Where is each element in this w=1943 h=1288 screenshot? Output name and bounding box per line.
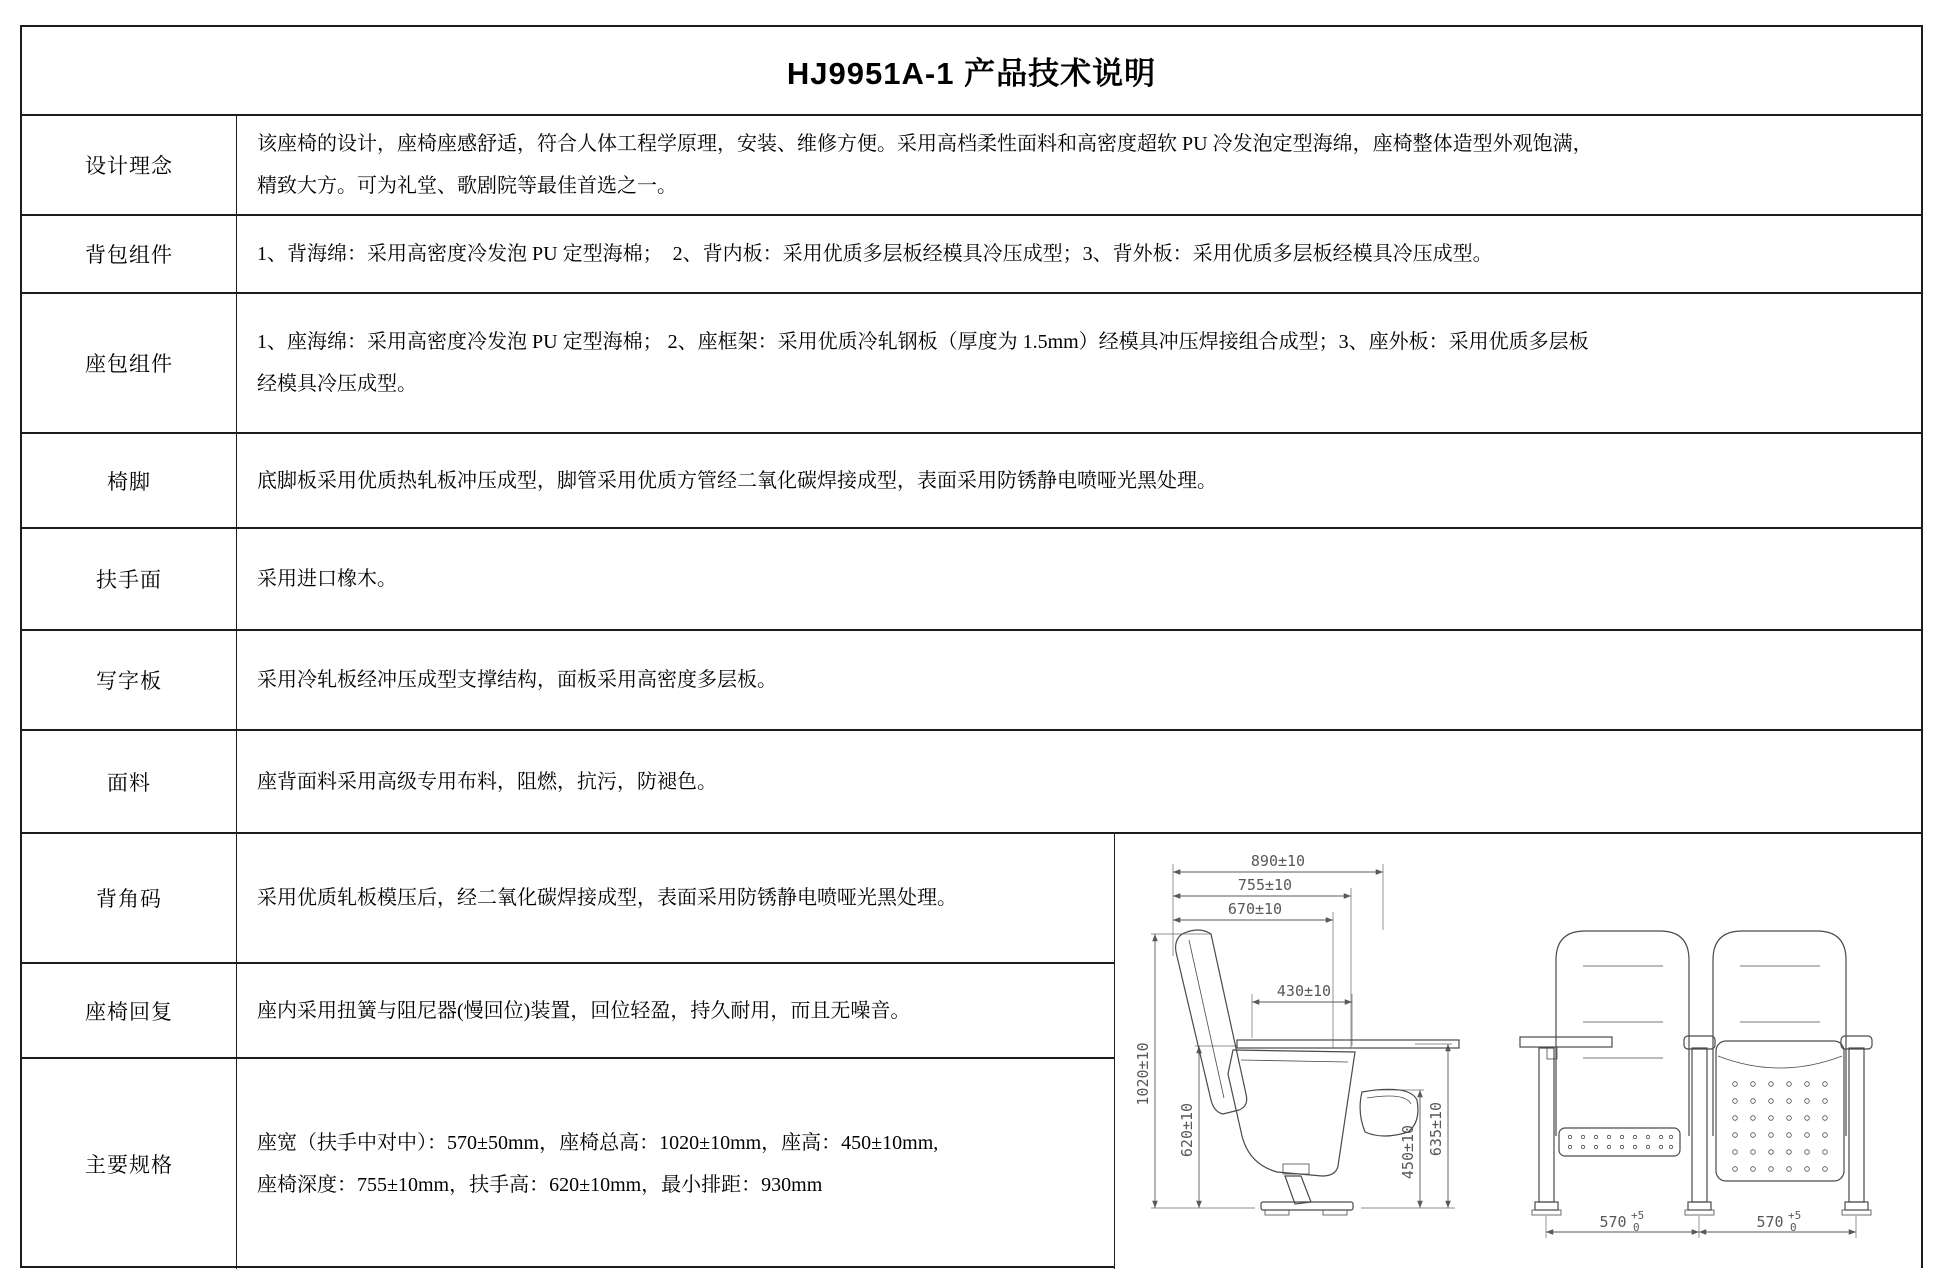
content-line: 座内采用扭簧与阻尼器(慢回位)装置，回位轻盈，持久耐用，而且无噪音。 <box>257 999 911 1022</box>
front-view-folded-seat <box>1716 1041 1844 1181</box>
row-content-chair-legs <box>236 432 1921 527</box>
content-line: 采用冷轧板经冲压成型支撑结构，面板采用高密度多层板。 <box>257 669 777 691</box>
dim-755-label: 755±10 <box>1237 876 1293 894</box>
row-label-fabric: 面料 <box>22 729 236 832</box>
row-label-back-bracket: 背角码 <box>22 832 236 962</box>
content-line: 采用优质轧板模压后，经二氧化碳焊接成型，表面采用防锈静电喷哑光黑处理。 <box>257 887 957 909</box>
dim-620-label: 620±10 <box>1178 1102 1196 1158</box>
content-line: 经模具冷压成型。 <box>257 373 417 395</box>
dim-570-right-tol-minus: 0 <box>1790 1221 1797 1234</box>
dim-890-label: 890±10 <box>1250 852 1306 870</box>
dim-450-label: 450±10 <box>1399 1124 1417 1180</box>
row-label-chair-legs: 椅脚 <box>22 432 236 527</box>
dim-570-left-label: 570 <box>1599 1213 1627 1231</box>
row-label-writing-tablet: 写字板 <box>22 629 236 729</box>
row-label-armrest-surface: 扶手面 <box>22 527 236 629</box>
dim-635-label: 635±10 <box>1427 1101 1445 1157</box>
dim-570-left-tol-minus: 0 <box>1633 1221 1640 1234</box>
row-content-seat-assembly <box>236 292 1921 432</box>
dim-570-right-tol-plus: +5 <box>1788 1209 1802 1222</box>
content-line: 座宽（扶手中对中）：570±50mm，座椅总高：1020±10mm，座高：450±10mm, <box>257 1132 939 1154</box>
row-content-seat-return <box>236 962 1114 1057</box>
technical-drawing-panel <box>1114 832 1921 1269</box>
content-line: 座椅深度：755±10mm，扶手高：620±10mm，最小排距：930mm <box>257 1174 823 1196</box>
dim-670-label: 670±10 <box>1227 900 1283 918</box>
dim-570-right-label: 570 <box>1756 1213 1784 1231</box>
content-line: 精致大方。可为礼堂、歌剧院等最佳首选之一。 <box>257 175 677 197</box>
side-view-drawing <box>1134 852 1459 1215</box>
content-line: 该座椅的设计，座椅座感舒适，符合人体工程学原理，安装、维修方便。采用高档柔性面料和高密度超软 PU 冷发泡定型海绵，座椅整体造型外观饱满， <box>257 133 1593 155</box>
row-content-design-concept <box>236 114 1921 214</box>
row-label-main-specs: 主要规格 <box>22 1057 236 1269</box>
row-label-seat-assembly: 座包组件 <box>22 292 236 432</box>
content-line: 底脚板采用优质热轧板冲压成型，脚管采用优质方管经二氧化碳焊接成型，表面采用防锈静电喷哑光黑处理。 <box>257 469 1217 492</box>
content-line: 1、背海绵：采用高密度冷发泡 PU 定型海棉； 2、背内板：采用优质多层板经模具冷压成型；3、背外板：采用优质多层板经模具冷压成型。 <box>257 243 1493 265</box>
page-title: HJ9951A-1 产品技术说明 <box>786 56 1157 91</box>
content-line: 采用进口橡木。 <box>257 568 397 590</box>
content-line: 1、座海绵：采用高密度冷发泡 PU 定型海棉； 2、座框架：采用优质冷轧钢板（厚度为 1.5mm）经模具冲压焊接组合成型；3、座外板：采用优质多层板 <box>257 331 1589 353</box>
row-content-fabric <box>236 729 1921 832</box>
front-view-drawing <box>1520 931 1872 1238</box>
row-label-design-concept: 设计理念 <box>22 114 236 214</box>
dim-570-left-tol-plus: +5 <box>1631 1209 1645 1222</box>
row-label-back-assembly: 背包组件 <box>22 214 236 292</box>
dim-1020-label: 1020±10 <box>1134 1042 1152 1106</box>
row-content-back-assembly <box>236 214 1921 292</box>
row-content-armrest-surface <box>236 527 1921 629</box>
row-content-writing-tablet <box>236 629 1921 729</box>
front-view-dimensions <box>1546 1209 1856 1238</box>
dim-430-label: 430±10 <box>1276 982 1332 1000</box>
content-line: 座背面料采用高级专用布料，阻燃，抗污，防褪色。 <box>257 770 717 793</box>
spec-table <box>20 25 1923 1268</box>
chair-technical-drawing <box>1115 834 1921 1269</box>
row-content-back-bracket <box>236 832 1114 962</box>
front-view-seat-edge <box>1559 1128 1680 1156</box>
row-content-main-specs <box>236 1057 1114 1269</box>
row-label-seat-return: 座椅回复 <box>22 962 236 1057</box>
